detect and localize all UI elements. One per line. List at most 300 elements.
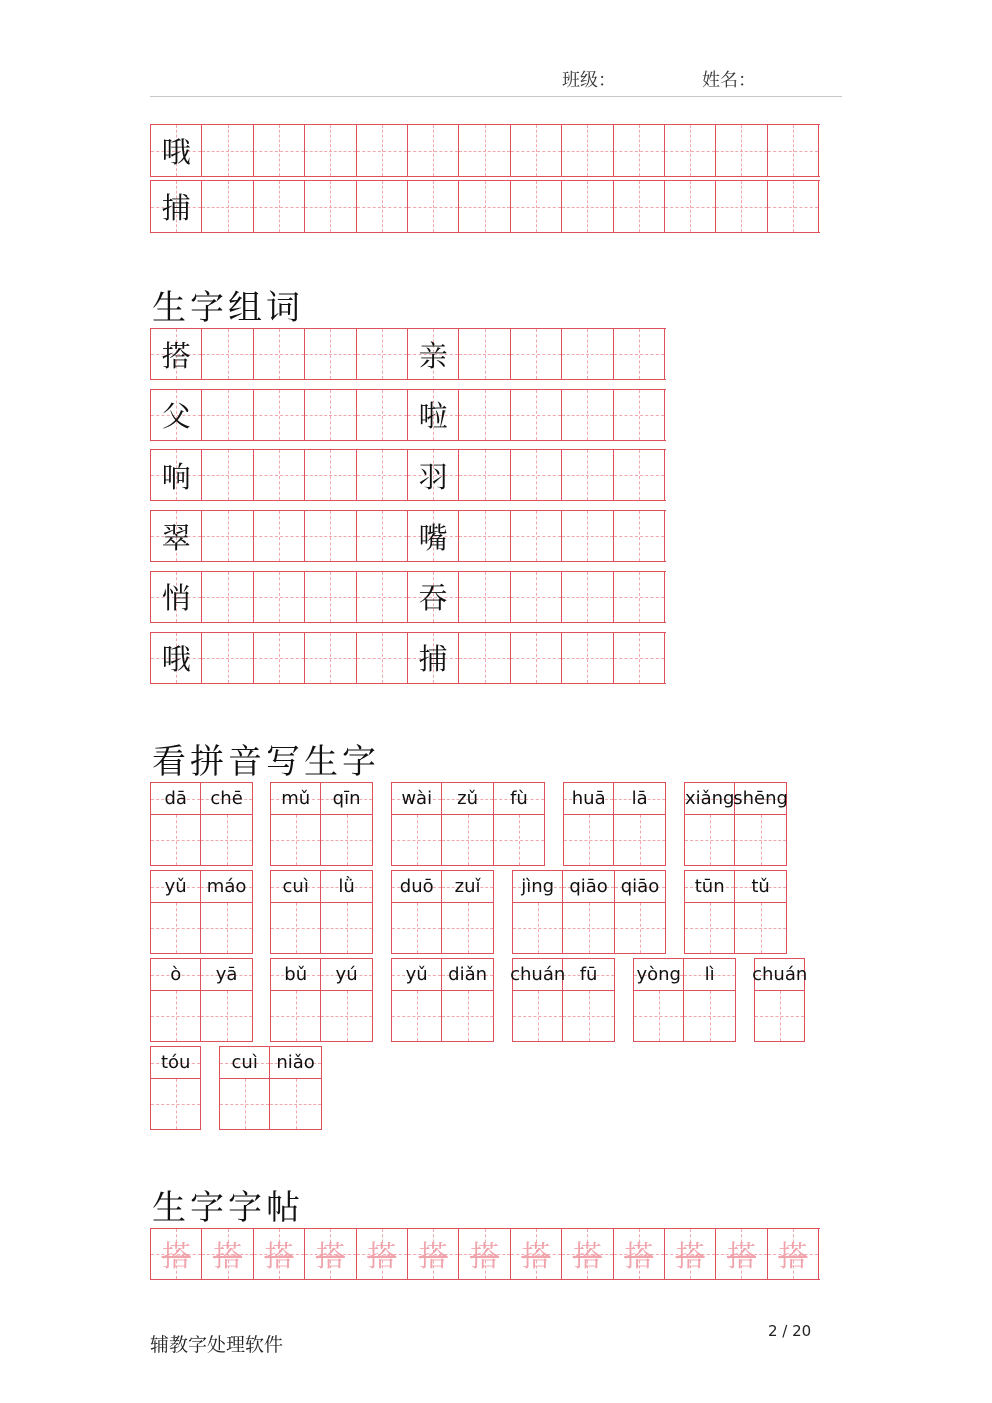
pinyin-text: lì — [704, 964, 715, 985]
grid-cell — [768, 1229, 819, 1279]
grid-cell — [151, 450, 202, 500]
pinyin-text: zǔ — [457, 788, 479, 809]
grid-char: 搭 — [418, 1238, 448, 1273]
grid-cell — [562, 390, 613, 440]
grid-char: 啦 — [418, 399, 448, 434]
grid-cell — [305, 1229, 356, 1279]
pinyin-word — [512, 870, 666, 954]
grid-cell — [254, 125, 305, 176]
writing-box — [391, 990, 442, 1042]
writing-box — [150, 990, 201, 1042]
pinyin-label — [752, 958, 808, 990]
grid-cell — [254, 511, 305, 561]
grid-cell — [768, 181, 819, 232]
grid-cell — [305, 450, 356, 500]
pinyin-text: yǔ — [405, 964, 428, 985]
grid-char: 搭 — [572, 1238, 602, 1273]
pinyin-syllable-column — [150, 782, 201, 866]
pinyin-text: wài — [401, 788, 433, 809]
pinyin-text: máo — [206, 876, 247, 897]
pinyin-label — [270, 782, 321, 814]
grid-cell — [151, 511, 202, 561]
grid-cell — [254, 1229, 305, 1279]
writing-box — [615, 902, 666, 954]
grid-char: 捕 — [418, 642, 448, 676]
grid-char: 搭 — [213, 1238, 243, 1273]
writing-box — [270, 990, 321, 1042]
grid-cell — [151, 329, 202, 379]
pinyin-text: huā — [571, 788, 606, 809]
writing-box — [512, 990, 563, 1042]
pinyin-label — [510, 958, 566, 990]
pinyin-label — [391, 870, 442, 902]
grid-cell — [357, 572, 408, 622]
pinyin-text: yú — [335, 964, 358, 985]
writing-box — [201, 814, 252, 866]
writing-box — [684, 902, 735, 954]
grid-cell — [511, 1229, 562, 1279]
grid-char: 搭 — [624, 1238, 654, 1273]
writing-box — [201, 990, 252, 1042]
writing-box — [321, 814, 372, 866]
grid-cell — [202, 511, 253, 561]
pinyin-label — [494, 782, 545, 814]
pinyin-word — [270, 782, 373, 866]
pinyin-label — [512, 870, 563, 902]
grid-cell — [459, 572, 510, 622]
grid-char: 嘴 — [418, 520, 448, 555]
pinyin-word — [633, 958, 736, 1042]
pinyin-syllable-column — [563, 958, 614, 1042]
writing-box — [614, 814, 665, 866]
grid-cell — [357, 329, 408, 379]
grid-char: 捕 — [161, 191, 191, 225]
pinyin-syllable-column — [512, 870, 563, 954]
pinyin-label — [563, 870, 614, 902]
grid-cell — [202, 1229, 253, 1279]
grid-cell — [614, 125, 665, 176]
pinyin-syllable-column — [615, 870, 666, 954]
word-building-row — [150, 389, 666, 441]
pinyin-label — [442, 870, 493, 902]
grid-cell — [614, 572, 665, 622]
pinyin-word — [150, 870, 253, 954]
writing-box — [442, 990, 493, 1042]
pinyin-label — [321, 870, 372, 902]
grid-char: 搭 — [367, 1238, 397, 1273]
grid-char: 响 — [161, 459, 191, 494]
pinyin-syllable-column — [684, 870, 735, 954]
grid-cell — [408, 1229, 459, 1279]
writing-box — [270, 814, 321, 866]
pinyin-syllable-column — [150, 958, 201, 1042]
grid-cell — [151, 390, 202, 440]
grid-cell — [562, 511, 613, 561]
grid-cell — [305, 633, 356, 683]
section-title-word-building: 生字组词 — [152, 288, 304, 328]
grid-cell — [716, 125, 767, 176]
pinyin-syllable-column — [150, 870, 201, 954]
pinyin-label — [270, 1046, 321, 1078]
pinyin-text: tǔ — [751, 876, 770, 897]
pinyin-word — [219, 1046, 322, 1130]
grid-char: 亲 — [418, 338, 448, 373]
grid-cell — [562, 125, 613, 176]
copybook-row — [150, 1228, 820, 1280]
pinyin-syllable-column — [614, 782, 665, 866]
pinyin-label — [201, 958, 252, 990]
pinyin-text: fù — [510, 788, 528, 809]
grid-cell — [768, 125, 819, 176]
grid-cell — [357, 633, 408, 683]
pinyin-word — [512, 958, 615, 1042]
pinyin-word — [391, 782, 545, 866]
name-label: 姓名： — [702, 70, 756, 91]
pinyin-label — [633, 958, 684, 990]
pinyin-label — [442, 782, 493, 814]
pinyin-syllable-column — [321, 782, 372, 866]
pinyin-text: tūn — [694, 876, 725, 897]
grid-cell — [459, 633, 510, 683]
grid-cell — [151, 181, 202, 232]
grid-cell — [614, 511, 665, 561]
writing-box — [270, 1078, 321, 1130]
grid-cell — [357, 181, 408, 232]
grid-cell — [151, 572, 202, 622]
pinyin-syllable-column — [684, 958, 735, 1042]
writing-box — [150, 1078, 201, 1130]
grid-cell — [254, 450, 305, 500]
pinyin-syllable-column — [219, 1046, 270, 1130]
grid-cell — [408, 390, 459, 440]
grid-cell — [202, 181, 253, 232]
grid-cell — [305, 390, 356, 440]
pinyin-text: tóu — [160, 1052, 191, 1073]
pinyin-text: duō — [399, 876, 434, 897]
pinyin-label — [391, 958, 442, 990]
pinyin-syllable-column — [201, 782, 252, 866]
writing-box — [494, 814, 545, 866]
grid-char: 翠 — [161, 520, 191, 555]
grid-cell — [151, 633, 202, 683]
pinyin-text: niǎo — [276, 1052, 315, 1073]
writing-box — [321, 902, 372, 954]
pinyin-text: diǎn — [448, 964, 488, 985]
grid-char: 搭 — [778, 1238, 808, 1273]
grid-char: 羽 — [418, 459, 448, 494]
grid-char: 搭 — [726, 1238, 756, 1273]
pinyin-label — [563, 782, 614, 814]
header-divider — [150, 96, 842, 97]
grid-cell — [305, 511, 356, 561]
grid-cell — [305, 181, 356, 232]
grid-char: 哦 — [161, 642, 191, 676]
grid-cell — [459, 181, 510, 232]
pinyin-word — [563, 782, 666, 866]
writing-box — [563, 902, 614, 954]
grid-cell — [665, 1229, 716, 1279]
grid-cell — [562, 572, 613, 622]
grid-char: 搭 — [521, 1238, 551, 1273]
pinyin-label — [150, 782, 201, 814]
pinyin-text: bǔ — [284, 964, 308, 985]
writing-box — [512, 902, 563, 954]
pinyin-word — [270, 870, 373, 954]
pinyin-text: lǜ — [338, 876, 355, 897]
grid-cell — [408, 329, 459, 379]
pinyin-text: shēng — [733, 788, 788, 809]
pinyin-label — [321, 782, 372, 814]
pinyin-label — [321, 958, 372, 990]
grid-cell — [357, 390, 408, 440]
grid-char: 搭 — [264, 1238, 294, 1273]
section-title-copybook: 生字字帖 — [152, 1188, 304, 1228]
grid-cell — [254, 329, 305, 379]
grid-cell — [254, 181, 305, 232]
grid-cell — [562, 329, 613, 379]
grid-cell — [459, 125, 510, 176]
pinyin-word — [150, 1046, 201, 1130]
grid-char: 搭 — [161, 1238, 191, 1273]
grid-cell — [254, 572, 305, 622]
pinyin-syllable-column — [391, 870, 442, 954]
practice-row — [150, 124, 820, 177]
grid-cell — [511, 572, 562, 622]
grid-cell — [305, 329, 356, 379]
pinyin-text: chuán — [752, 964, 808, 985]
pinyin-label — [150, 870, 201, 902]
writing-box — [150, 814, 201, 866]
grid-char: 父 — [161, 399, 191, 434]
grid-cell — [614, 450, 665, 500]
pinyin-label — [442, 958, 493, 990]
pinyin-word — [684, 870, 787, 954]
pinyin-syllable-column — [201, 958, 252, 1042]
grid-cell — [202, 450, 253, 500]
writing-box — [442, 814, 493, 866]
section-title-pinyin-writing: 看拼音写生字 — [152, 742, 380, 782]
pinyin-label — [270, 870, 321, 902]
pinyin-text: jìng — [521, 876, 555, 897]
grid-char: 哦 — [161, 135, 191, 169]
pinyin-label — [150, 958, 201, 990]
grid-cell — [254, 390, 305, 440]
writing-box — [201, 902, 252, 954]
pinyin-label — [563, 958, 614, 990]
grid-cell — [357, 125, 408, 176]
pinyin-label — [684, 870, 735, 902]
writing-box — [684, 814, 735, 866]
grid-cell — [614, 1229, 665, 1279]
grid-cell — [202, 125, 253, 176]
pinyin-syllable-column — [563, 782, 614, 866]
word-building-row — [150, 571, 666, 623]
grid-cell — [562, 633, 613, 683]
pinyin-label — [391, 782, 442, 814]
pinyin-text: zuǐ — [454, 876, 481, 897]
grid-cell — [511, 181, 562, 232]
grid-char: 搭 — [161, 338, 191, 373]
writing-box — [391, 814, 442, 866]
pinyin-label — [201, 782, 252, 814]
pinyin-text: ò — [170, 964, 182, 985]
grid-cell — [511, 125, 562, 176]
grid-cell — [614, 181, 665, 232]
grid-cell — [614, 329, 665, 379]
pinyin-text: chuán — [510, 964, 566, 985]
practice-row — [150, 180, 820, 233]
writing-box — [321, 990, 372, 1042]
grid-cell — [716, 1229, 767, 1279]
writing-box — [150, 902, 201, 954]
grid-cell — [562, 181, 613, 232]
pinyin-text: lā — [631, 788, 648, 809]
pinyin-syllable-column — [735, 870, 786, 954]
pinyin-syllable-column — [270, 870, 321, 954]
grid-cell — [202, 633, 253, 683]
grid-cell — [357, 1229, 408, 1279]
pinyin-label — [201, 870, 252, 902]
pinyin-syllable-column — [270, 1046, 321, 1130]
pinyin-text: xiǎng — [684, 788, 735, 809]
word-building-row — [150, 449, 666, 501]
grid-cell — [254, 633, 305, 683]
grid-cell — [151, 1229, 202, 1279]
pinyin-syllable-column — [442, 782, 493, 866]
pinyin-label — [615, 870, 666, 902]
grid-cell — [305, 125, 356, 176]
page-number: 2 / 20 — [768, 1322, 812, 1340]
grid-cell — [511, 450, 562, 500]
grid-cell — [716, 181, 767, 232]
grid-cell — [408, 450, 459, 500]
pinyin-syllable-column — [735, 782, 786, 866]
pinyin-syllable-column — [633, 958, 684, 1042]
pinyin-word — [150, 782, 253, 866]
footer-software: 辅教字处理软件 — [150, 1334, 284, 1356]
pinyin-syllable-column — [391, 958, 442, 1042]
grid-char: 搭 — [675, 1238, 705, 1273]
writing-box — [442, 902, 493, 954]
pinyin-label — [219, 1046, 270, 1078]
pinyin-text: cuì — [282, 876, 309, 897]
grid-cell — [459, 390, 510, 440]
pinyin-word — [752, 958, 808, 1042]
pinyin-syllable-column — [494, 782, 545, 866]
grid-cell — [459, 450, 510, 500]
writing-box — [735, 902, 786, 954]
pinyin-word — [391, 870, 494, 954]
pinyin-syllable-column — [270, 958, 321, 1042]
pinyin-syllable-column — [442, 958, 493, 1042]
grid-cell — [408, 125, 459, 176]
pinyin-label — [684, 782, 735, 814]
pinyin-text: qīn — [332, 788, 361, 809]
grid-cell — [614, 390, 665, 440]
grid-cell — [614, 633, 665, 683]
pinyin-label — [614, 782, 665, 814]
grid-cell — [408, 633, 459, 683]
grid-cell — [202, 572, 253, 622]
grid-cell — [357, 511, 408, 561]
pinyin-word — [684, 782, 787, 866]
pinyin-syllable-column — [752, 958, 808, 1042]
pinyin-label — [735, 782, 786, 814]
word-building-row — [150, 510, 666, 562]
word-building-row — [150, 328, 666, 380]
pinyin-text: yòng — [636, 964, 681, 985]
pinyin-label — [150, 1046, 201, 1078]
pinyin-text: qiāo — [569, 876, 608, 897]
pinyin-text: cuì — [231, 1052, 258, 1073]
writing-box — [563, 814, 614, 866]
pinyin-syllable-column — [321, 958, 372, 1042]
pinyin-text: dā — [164, 788, 187, 809]
grid-cell — [357, 450, 408, 500]
pinyin-word — [150, 958, 253, 1042]
grid-char: 搭 — [470, 1238, 500, 1273]
grid-cell — [151, 125, 202, 176]
grid-cell — [459, 329, 510, 379]
writing-box — [563, 990, 614, 1042]
grid-cell — [408, 572, 459, 622]
grid-cell — [459, 1229, 510, 1279]
grid-cell — [305, 572, 356, 622]
pinyin-syllable-column — [510, 958, 566, 1042]
grid-cell — [511, 633, 562, 683]
pinyin-text: chē — [210, 788, 243, 809]
pinyin-text: mǔ — [281, 788, 311, 809]
grid-cell — [511, 390, 562, 440]
writing-box — [270, 902, 321, 954]
grid-cell — [562, 450, 613, 500]
pinyin-label — [735, 870, 786, 902]
grid-char: 悄 — [161, 581, 191, 616]
grid-cell — [562, 1229, 613, 1279]
grid-cell — [202, 329, 253, 379]
writing-box — [391, 902, 442, 954]
pinyin-word — [270, 958, 373, 1042]
pinyin-text: fū — [579, 964, 598, 985]
pinyin-syllable-column — [321, 870, 372, 954]
pinyin-syllable-column — [684, 782, 735, 866]
class-label: 班级： — [562, 70, 616, 91]
pinyin-syllable-column — [150, 1046, 201, 1130]
grid-cell — [408, 511, 459, 561]
pinyin-syllable-column — [391, 782, 442, 866]
grid-cell — [665, 125, 716, 176]
grid-cell — [511, 329, 562, 379]
pinyin-syllable-column — [563, 870, 614, 954]
grid-char: 吞 — [418, 581, 448, 616]
grid-cell — [202, 390, 253, 440]
writing-box — [684, 990, 735, 1042]
writing-box — [754, 990, 805, 1042]
writing-box — [633, 990, 684, 1042]
grid-char: 搭 — [315, 1238, 345, 1273]
pinyin-label — [270, 958, 321, 990]
grid-cell — [511, 511, 562, 561]
grid-cell — [408, 181, 459, 232]
pinyin-text: yǔ — [164, 876, 187, 897]
pinyin-syllable-column — [201, 870, 252, 954]
pinyin-label — [684, 958, 735, 990]
pinyin-text: yā — [215, 964, 238, 985]
writing-box — [735, 814, 786, 866]
grid-cell — [665, 181, 716, 232]
word-building-row — [150, 632, 666, 684]
pinyin-syllable-column — [270, 782, 321, 866]
